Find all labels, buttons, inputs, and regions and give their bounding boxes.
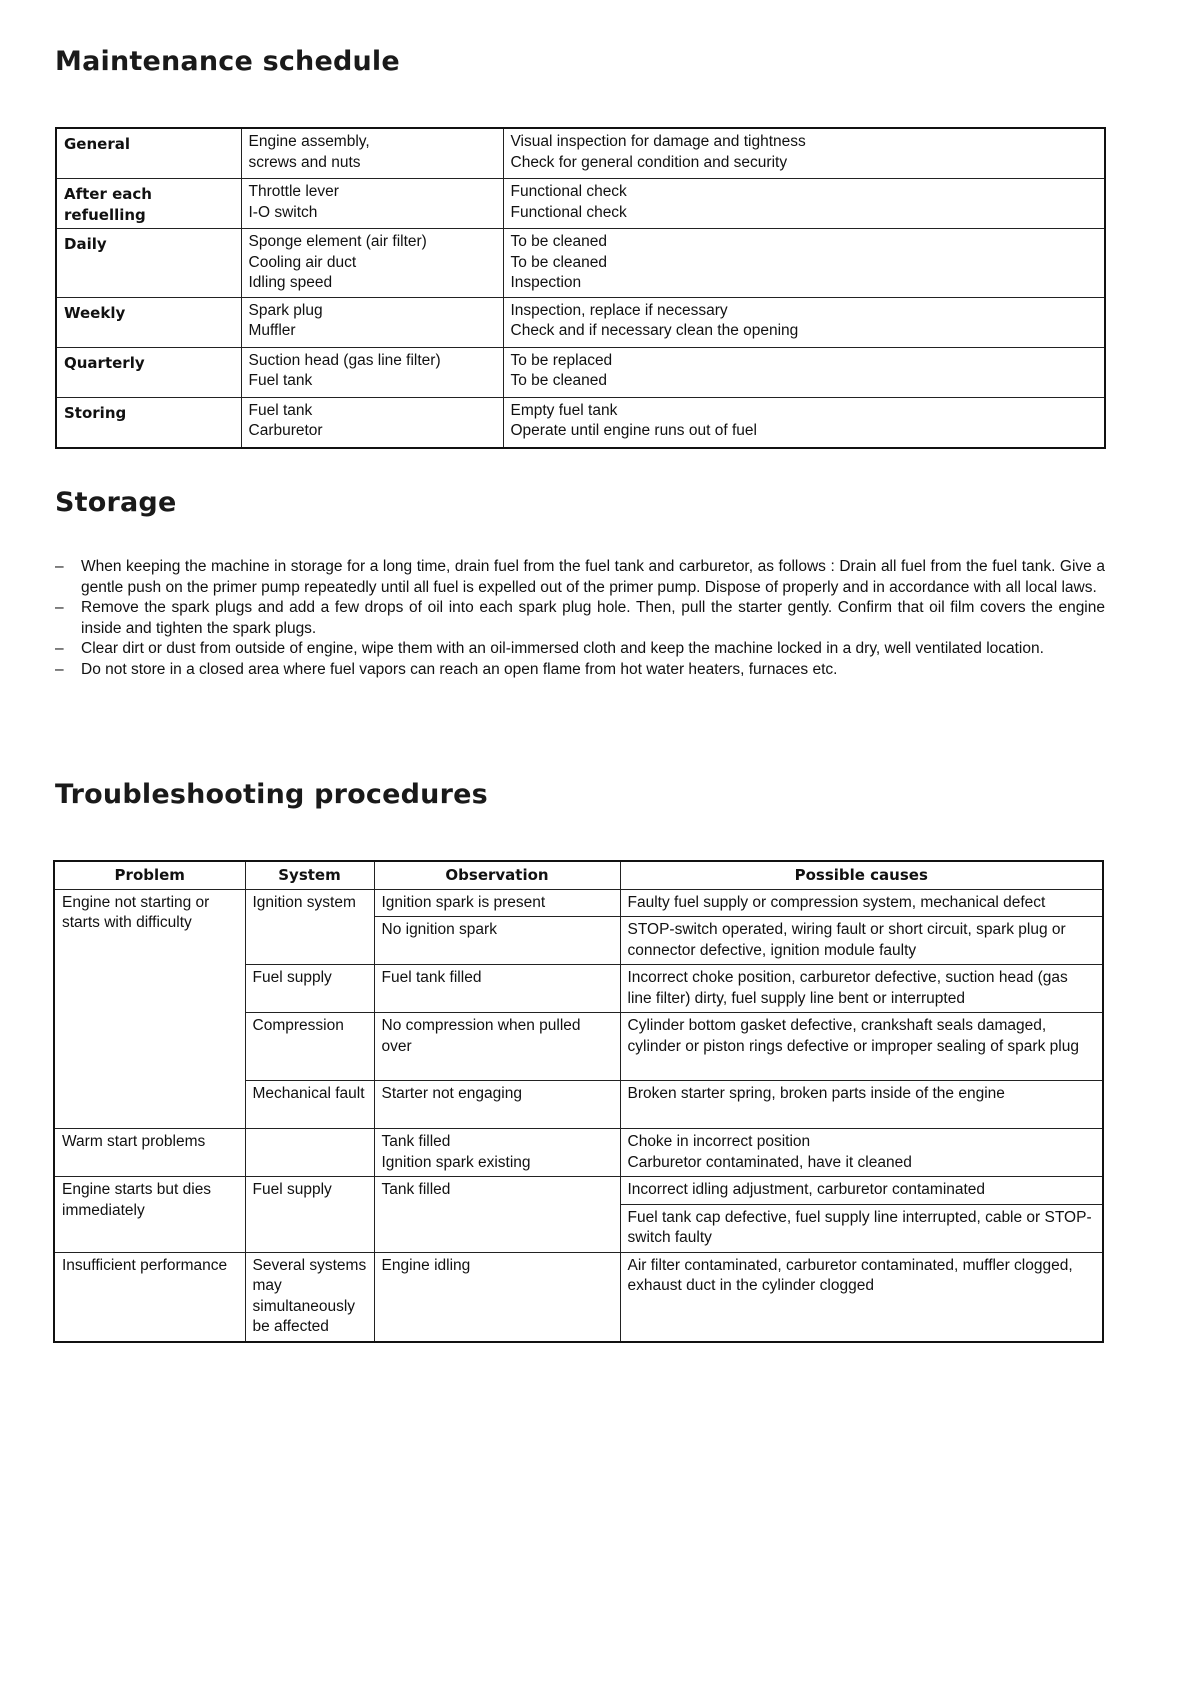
dash-bullet: – <box>55 640 64 657</box>
category-cell: Weekly <box>56 297 241 347</box>
causes-cell: Choke in incorrect position Carburetor contaminated, have it cleaned <box>620 1129 1103 1177</box>
system-cell: Ignition system <box>245 889 374 965</box>
table-row <box>54 1177 1103 1205</box>
table-header-row <box>54 861 1103 889</box>
problem-cell: Engine not starting or starts with difficulty <box>54 889 245 1129</box>
causes-cell: STOP-switch operated, wiring fault or short circuit, spark plug or connector defective, ignition module faulty <box>620 917 1103 965</box>
table-row <box>56 297 1105 347</box>
observation-cell: Fuel tank filled <box>374 965 620 1013</box>
observation-cell: Engine idling <box>374 1252 620 1342</box>
item-cell: Sponge element (air filter) Cooling air duct Idling speed <box>241 229 503 298</box>
header-observation: Observation <box>374 861 620 889</box>
observation-cell: Starter not engaging <box>374 1081 620 1129</box>
item-cell: Engine assembly, screws and nuts <box>241 128 503 179</box>
observation-cell: No compression when pulled over <box>374 1013 620 1081</box>
system-cell: Fuel supply <box>245 1177 374 1253</box>
item-cell: Throttle lever I-O switch <box>241 179 503 229</box>
table-row <box>56 128 1105 179</box>
dash-bullet: – <box>55 558 64 575</box>
problem-cell: Insufficient performance <box>54 1252 245 1342</box>
storage-heading: Storage <box>55 487 177 518</box>
action-cell: Visual inspection for damage and tightness Check for general condition and security <box>503 128 1105 179</box>
header-problem: Problem <box>54 861 245 889</box>
causes-cell: Cylinder bottom gasket defective, crankshaft seals damaged, cylinder or piston rings defective or improper sealing of spark plug <box>620 1013 1103 1081</box>
dash-bullet: – <box>55 660 64 678</box>
header-system: System <box>245 861 374 889</box>
system-cell: Compression <box>245 1013 374 1081</box>
item-cell: Spark plug Muffler <box>241 297 503 347</box>
causes-cell: Incorrect idling adjustment, carburetor contaminated <box>620 1177 1103 1205</box>
list-item: – Remove the spark plugs and add a few drops of oil into each spark plug hole. Then, pull the starter gently. Confirm that oil film covers the engine inside and tighten the spark plugs. <box>55 599 1105 637</box>
table-row <box>54 1252 1103 1342</box>
list-item: – Clear dirt or dust from outside of engine, wipe them with an oil-immersed cloth and keep the machine locked in a dry, well ventilated location. <box>55 639 1105 660</box>
table-row <box>56 179 1105 229</box>
action-cell: To be cleaned To be cleaned Inspection <box>503 229 1105 298</box>
observation-cell: Tank filled <box>374 1177 620 1253</box>
storage-list <box>55 557 1105 680</box>
list-item: – Do not store in a closed area where fuel vapors can reach an open flame from hot water heaters, furnaces etc. <box>55 660 1105 681</box>
causes-cell: Faulty fuel supply or compression system, mechanical defect <box>620 889 1103 917</box>
system-cell: Fuel supply <box>245 965 374 1013</box>
item-cell: Fuel tank Carburetor <box>241 397 503 448</box>
observation-cell: Tank filled Ignition spark existing <box>374 1129 620 1177</box>
observation-cell: Ignition spark is present <box>374 889 620 917</box>
maintenance-schedule-table <box>55 127 1106 449</box>
category-cell: Storing <box>56 397 241 448</box>
troubleshooting-table <box>53 860 1104 1343</box>
problem-cell: Warm start problems <box>54 1129 245 1177</box>
action-cell: To be replaced To be cleaned <box>503 347 1105 397</box>
category-cell: General <box>56 128 241 179</box>
system-cell: Several systems may simultaneously be affected <box>245 1252 374 1342</box>
action-cell: Empty fuel tank Operate until engine runs out of fuel <box>503 397 1105 448</box>
problem-cell: Engine starts but dies immediately <box>54 1177 245 1253</box>
causes-cell: Air filter contaminated, carburetor contaminated, muffler clogged, exhaust duct in the cylinder clogged <box>620 1252 1103 1342</box>
table-row <box>56 347 1105 397</box>
category-cell: After each refuelling <box>56 179 241 229</box>
header-causes: Possible causes <box>620 861 1103 889</box>
action-cell: Inspection, replace if necessary Check and if necessary clean the opening <box>503 297 1105 347</box>
system-cell <box>245 1129 374 1177</box>
maintenance-schedule-heading: Maintenance schedule <box>55 46 400 77</box>
causes-cell: Broken starter spring, broken parts inside of the engine <box>620 1081 1103 1129</box>
category-cell: Quarterly <box>56 347 241 397</box>
system-cell: Mechanical fault <box>245 1081 374 1129</box>
causes-cell: Fuel tank cap defective, fuel supply line interrupted, cable or STOP-switch faulty <box>620 1204 1103 1252</box>
troubleshooting-heading: Troubleshooting procedures <box>55 779 488 810</box>
table-row <box>56 229 1105 298</box>
causes-cell: Incorrect choke position, carburetor defective, suction head (gas line filter) dirty, fuel supply line bent or interrupted <box>620 965 1103 1013</box>
dash-bullet: – <box>55 599 64 616</box>
category-cell: Daily <box>56 229 241 298</box>
list-item: – When keeping the machine in storage for a long time, drain fuel from the fuel tank and carburetor, as follows : Drain all fuel from the fuel tank. Give a gentle push on the primer pump repeatedly until all fuel is expelled out of the primer pump. Dispose of properly and in accordance with all local laws. <box>55 558 1105 596</box>
observation-cell: No ignition spark <box>374 917 620 965</box>
table-row <box>56 397 1105 448</box>
item-cell: Suction head (gas line filter) Fuel tank <box>241 347 503 397</box>
action-cell: Functional check Functional check <box>503 179 1105 229</box>
table-row <box>54 889 1103 917</box>
table-row <box>54 1129 1103 1177</box>
